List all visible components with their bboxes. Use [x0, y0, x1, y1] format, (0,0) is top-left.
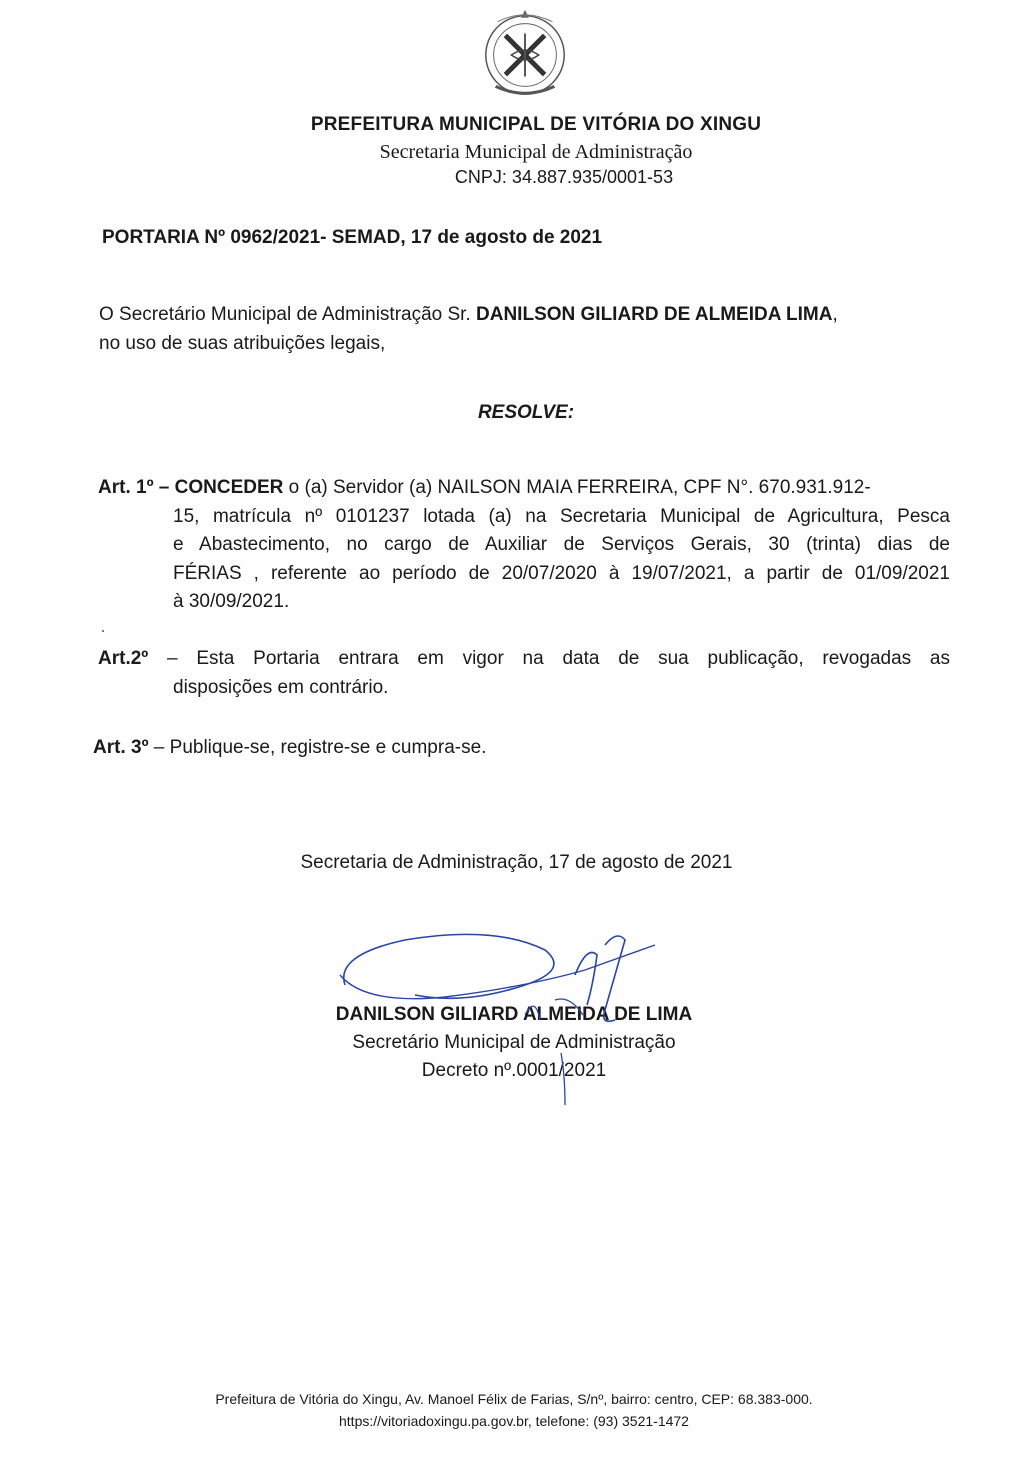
signatory-decree: Decreto nº.0001/2021 [421, 1060, 607, 1081]
article-1-line-5: à 30/09/2021. [173, 591, 290, 612]
municipal-seal-icon [476, 6, 574, 104]
article-1-line-2: 15, matrícula nº 0101237 lotada (a) na Secretaria Municipal de Agricultura, Pesca [173, 505, 950, 527]
scan-speck [102, 630, 104, 632]
resolve-heading: RESOLVE: [477, 402, 575, 423]
article-1-line-4: FÉRIAS , referente ao período de 20/07/2020 à 19/07/2021, a partir de 01/09/2021 [173, 562, 950, 584]
intro-comma: , [832, 304, 838, 325]
article-1-text: o (a) Servidor (a) NAILSON MAIA FERREIRA, CPF N°. 670.931.912- [283, 477, 871, 498]
cnpj-number: CNPJ: 34.887.935/0001-53 [454, 167, 674, 187]
article-2-line-2: disposições em contrário. [173, 676, 389, 698]
footer-address: Prefeitura de Vitória do Xingu, Av. Manoel Félix de Farias, S/nº, bairro: centro, CEP: 68.383-000. [215, 1391, 813, 1407]
page-footer [0, 1388, 1028, 1432]
article-1-label: Art. 1º – [98, 477, 175, 498]
secretary-name: DANILSON GILIARD DE ALMEIDA LIMA [476, 304, 833, 325]
article-3 [93, 734, 486, 763]
intro-line-2: no uso de suas atribuições legais, [99, 333, 386, 354]
article-3-label: Art. 3º [93, 737, 149, 758]
article-3-line [93, 734, 486, 763]
signatory-name: DANILSON GILIARD ALMEIDA DE LIMA [335, 1004, 693, 1025]
article-2-text: – Esta Portaria entrara em vigor na data de sua publicação, revogadas as [148, 648, 950, 669]
handwritten-signature [325, 925, 685, 1105]
institution-title: PREFEITURA MUNICIPAL DE VITÓRIA DO XINGU [310, 114, 762, 135]
article-2-label: Art.2º [98, 648, 149, 669]
ordinance-title: PORTARIA Nº 0962/2021- SEMAD, 17 de agosto de 2021 [102, 227, 603, 248]
article-1-line-3: e Abastecimento, no cargo de Auxiliar de Serviços Gerais, 30 (trinta) dias de [173, 534, 950, 555]
place-and-date: Secretaria de Administração, 17 de agosto de 2021 [300, 852, 733, 873]
article-1 [98, 474, 950, 617]
article-1-verb: CONCEDER [174, 477, 284, 498]
signatory-role: Secretário Municipal de Administração [352, 1032, 676, 1053]
intro-line-1 [99, 300, 949, 329]
article-1-line-1 [98, 474, 950, 503]
article-2-line-1 [98, 645, 950, 674]
article-2 [98, 645, 950, 702]
intro-text: O Secretário Municipal de Administração Sr. [99, 304, 477, 325]
department-name: Secretaria Municipal de Administração [379, 141, 693, 163]
footer-contact: https://vitoriadoxingu.pa.gov.br, telefone: (93) 3521-1472 [339, 1413, 689, 1429]
article-3-text: – Publique-se, registre-se e cumpra-se. [148, 737, 487, 758]
intro-paragraph [99, 300, 949, 358]
